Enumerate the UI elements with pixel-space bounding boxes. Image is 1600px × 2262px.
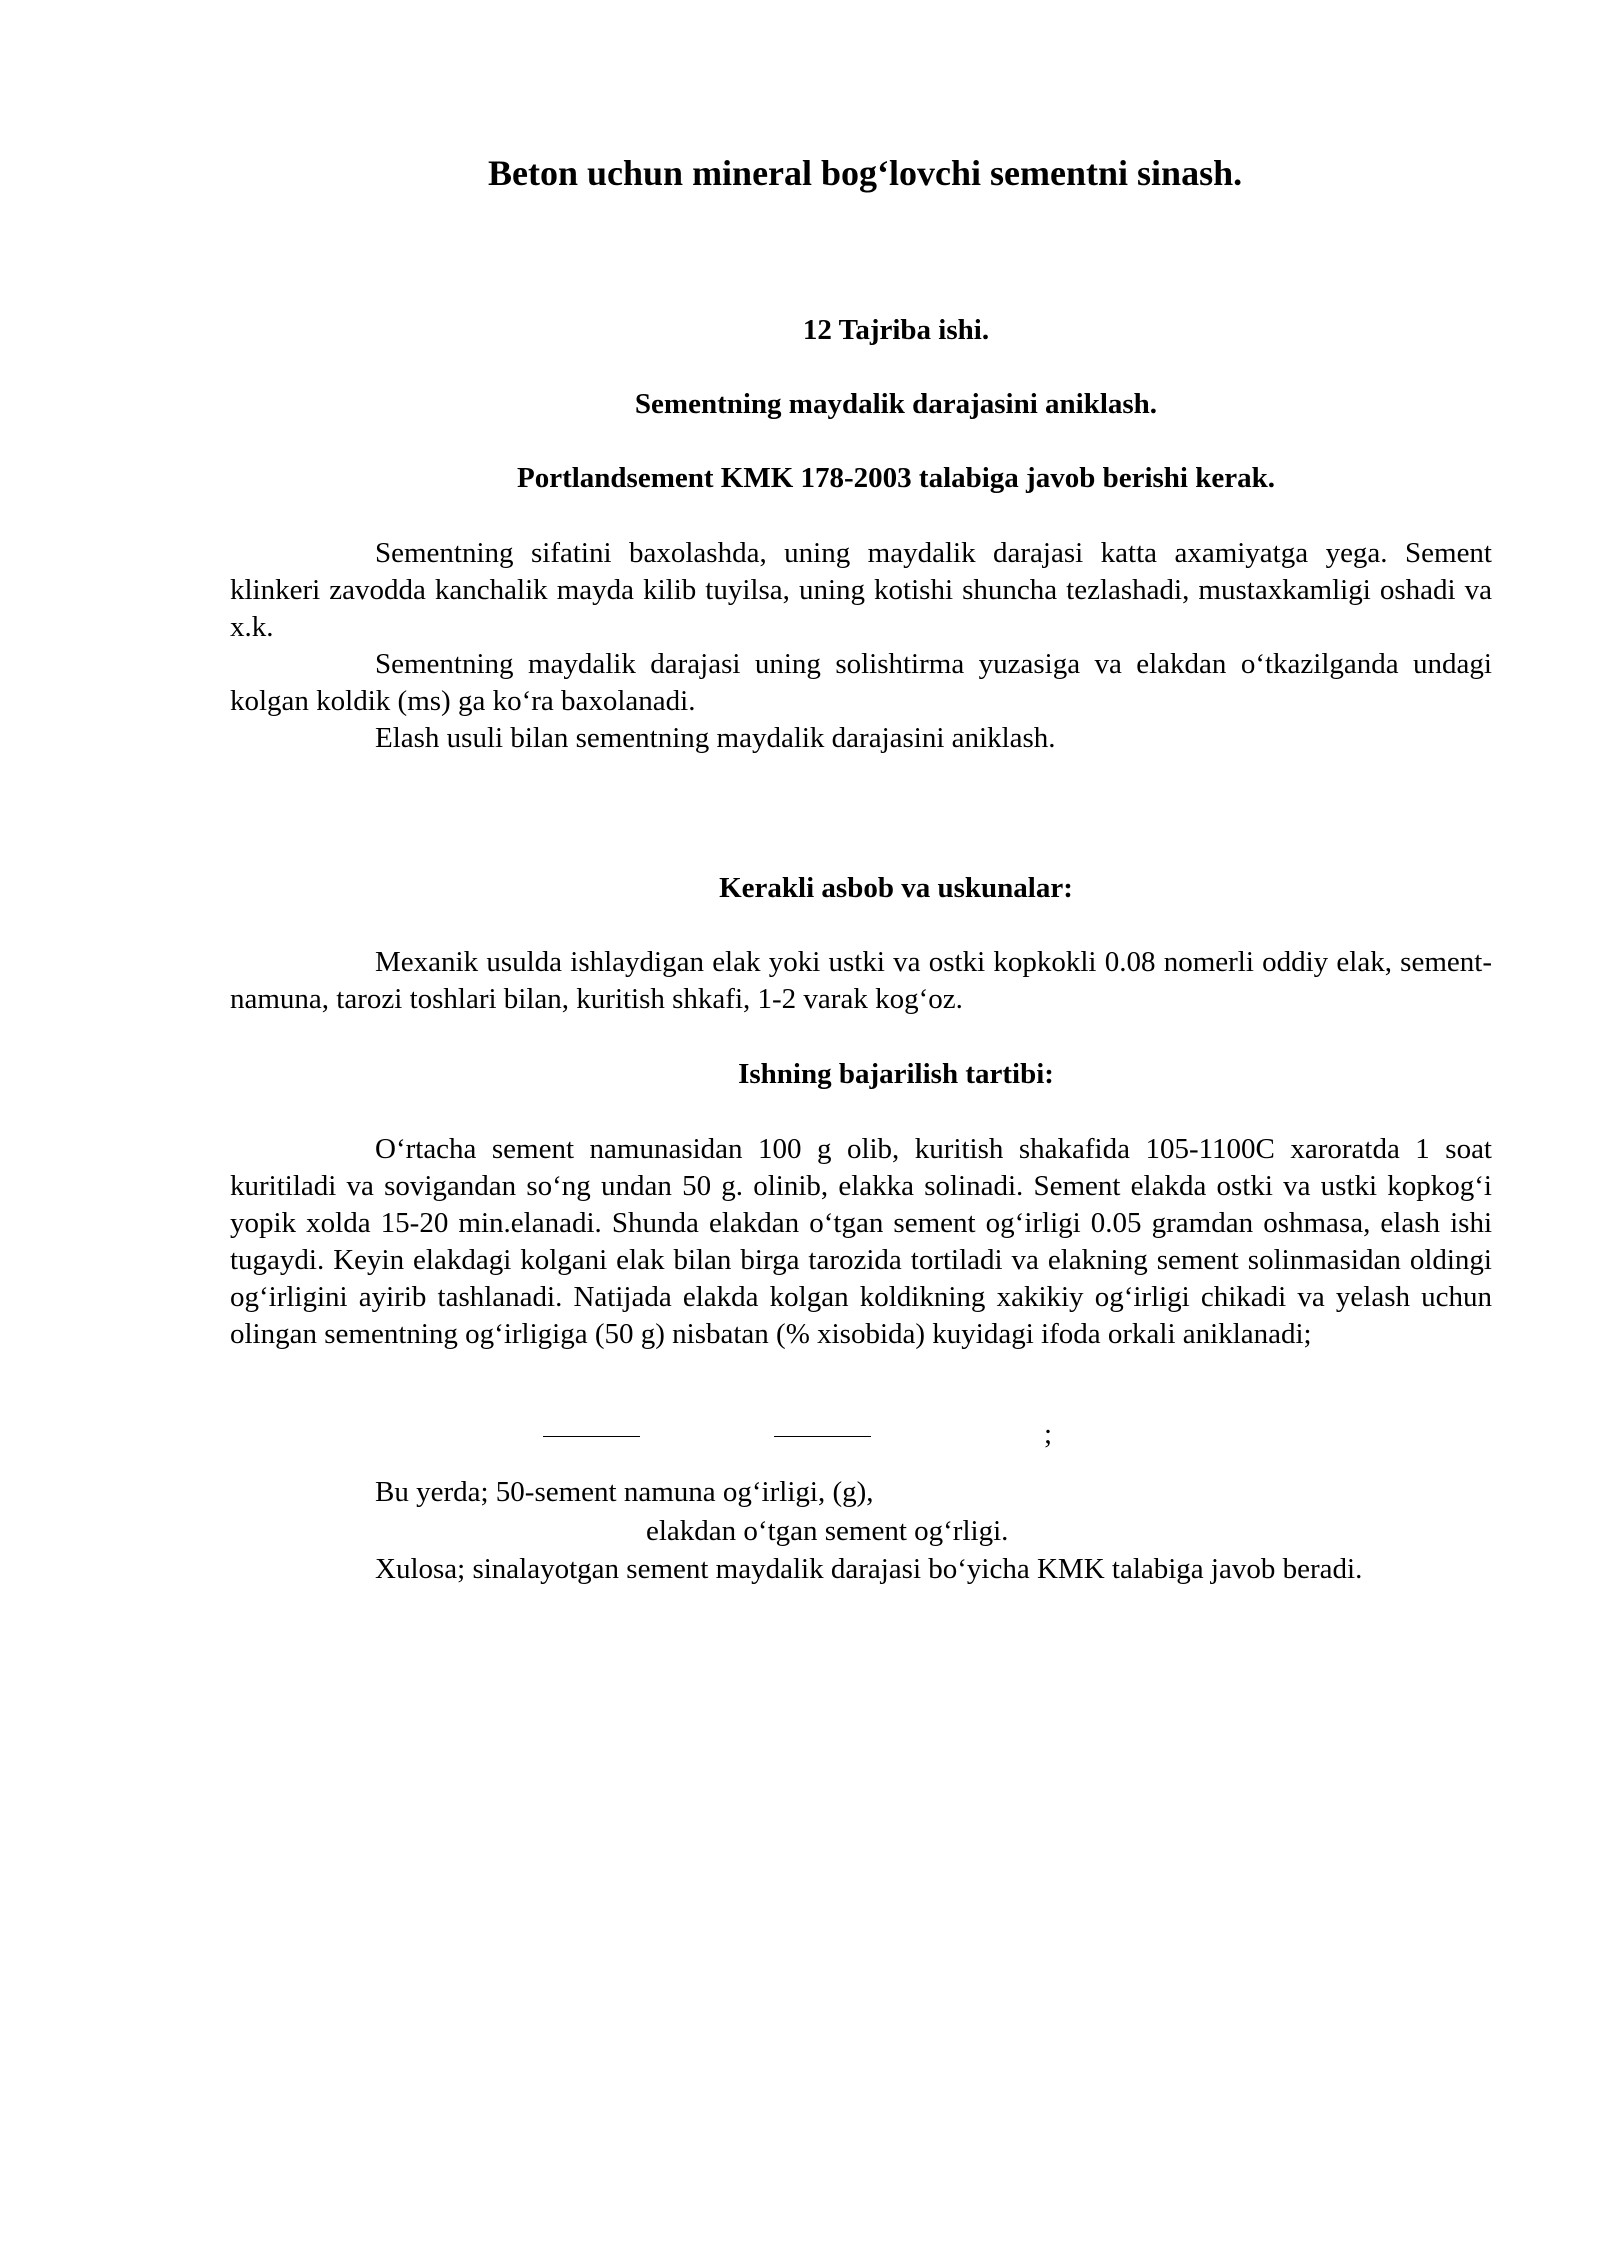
formula-blank-2	[774, 1436, 871, 1437]
standard-heading: Portlandsement KMK 178-2003 talabiga javob berishi kerak.	[516, 462, 1275, 494]
procedure-section	[230, 1131, 1492, 1353]
intro-paragraph-3: Elash usuli bilan sementning maydalik darajasini aniklash.	[375, 722, 1056, 754]
intro-paragraph-1: Sementning sifatini baxolashda, uning maydalik darajasi katta axamiyatga yega. Sement klinkeri zavodda kanchalik mayda kilib tuyilsa, uning kotishi shuncha tezlashadi, mustaxkamligi oshadi va x.k.	[230, 537, 1492, 643]
document-title	[230, 152, 1530, 194]
equipment-section	[230, 944, 1492, 1018]
procedure-paragraph: O‘rtacha sement namunasidan 100 g olib, kuritish shakafida 105-1100C xaroratda 1 soat kuritiladi va sovigandan so‘ng undan 50 g. olinib, elakka solinadi. Sement elakda ostki va ustki kopkog‘i yopik xolda 15-20 min.elanadi. Shunda elakdan o‘tgan sement og‘irligi 0.05 gramdan oshmasa, elash ishi tugaydi. Keyin elakdagi kolgani elak bilan birga tarozida tortiladi va elakning sement solinmasidan oldingi og‘irligini ayirib tashlanadi. Natijada elakda kolgan koldikning xakikiy og‘irligi chikadi va yelash uchun olingan sementning og‘irligiga (50 g) nisbatan (% xisobida) kuyidagi ifoda orkali aniklanadi;	[230, 1133, 1492, 1350]
formula-blank-1	[543, 1436, 640, 1437]
conclusion: Xulosa; sinalayotgan sement maydalik darajasi bo‘yicha KMK talabiga javob beradi.	[375, 1553, 1363, 1585]
document-title-text: Beton uchun mineral bog‘lovchi sementni sinash.	[488, 153, 1243, 193]
formula-terminator: ;	[1044, 1418, 1053, 1450]
equipment-heading: Kerakli asbob va uskunalar:	[719, 872, 1073, 904]
where-note: Bu yerda; 50-sement namuna og‘irligi, (g),	[375, 1476, 874, 1508]
procedure-heading: Ishning bajarilish tartibi:	[738, 1058, 1054, 1090]
formula-line	[230, 1418, 1492, 1454]
intro-paragraph-2: Sementning maydalik darajasi uning solishtirma yuzasiga va elakdan o‘tkazilganda undagi kolgan koldik (ms) ga ko‘ra baxolanadi.	[230, 648, 1492, 717]
intro-section	[230, 535, 1492, 757]
passed-note: elakdan o‘tgan sement og‘rligi.	[646, 1515, 1009, 1547]
equipment-paragraph: Mexanik usulda ishlaydigan elak yoki ustki va ostki kopkokli 0.08 nomerli oddiy elak, sement-namuna, tarozi toshlari bilan, kuritish shkafi, 1-2 varak kog‘oz.	[230, 946, 1492, 1015]
lab-topic-heading: Sementning maydalik darajasini aniklash.	[634, 388, 1158, 420]
lab-number-heading: 12 Tajriba ishi.	[802, 314, 990, 346]
